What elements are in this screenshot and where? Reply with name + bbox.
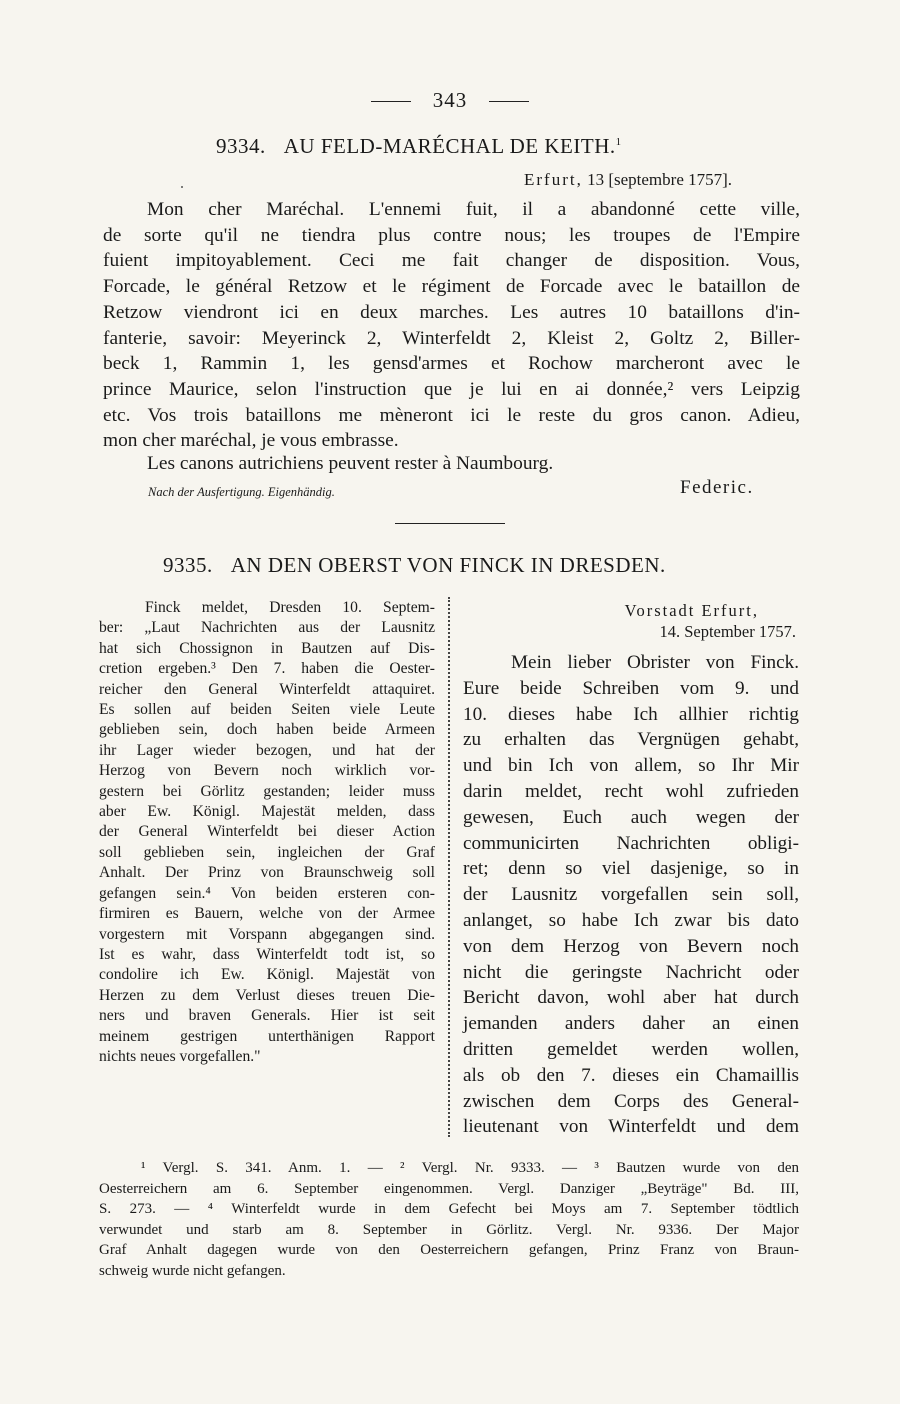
letter-line: zwischen dem Corps des General-	[463, 1090, 799, 1112]
body-line: beck 1, Rammin 1, les gensd'armes et Rochow marcheront avec le	[103, 353, 800, 375]
postscript: Les canons autrichiens peuvent rester à Naumbourg.	[147, 453, 554, 474]
dateline-9335-date: 14. September 1757.	[659, 622, 796, 641]
footnote-line: verwundet und starb am 8. September in Görlitz. Vergl. Nr. 9336. Der Major	[99, 1221, 799, 1238]
letter-heading-9335	[163, 553, 666, 578]
letter-number: 9334.	[216, 134, 266, 158]
letter-line: ret; denn so viel dasjenige, so in	[463, 858, 799, 880]
letter-line: dritten gemeldet werden wollen,	[463, 1038, 799, 1060]
summary-line: soll geblieben sein, ingleichen der Graf	[99, 843, 435, 861]
letter-line: 10. dieses habe Ich allhier richtig	[463, 703, 799, 725]
letter-line: lieutenant von Winterfeldt und dem	[463, 1116, 799, 1138]
summary-line: geblieben sein, doch haben beide Armeen	[99, 721, 435, 739]
letter-line: communicirten Nachrichten obligi-	[463, 832, 799, 854]
summary-line: ners und braven Generals. Hier ist seit	[99, 1007, 435, 1025]
source-note: Nach der Ausfertigung. Eigenhändig.	[148, 485, 335, 499]
footnote-line: Oesterreichern am 6. September eingenommen. Vergl. Danziger „Beyträge" Bd. III,	[99, 1180, 799, 1197]
body-line: Forcade, le général Retzow et le régiment de Forcade avec le bataillon de	[103, 276, 800, 298]
summary-line: hat sich Chossignon in Bautzen auf Dis-	[99, 639, 435, 657]
summary-line: aber Ew. Königl. Majestät melden, dass	[99, 803, 435, 821]
summary-line: der General Winterfeldt bei dieser Action	[99, 823, 435, 841]
footnotes	[99, 1158, 799, 1282]
letter-line: Mein lieber Obrister von Finck.	[511, 652, 799, 673]
dateline-9334	[524, 170, 732, 190]
letter-title: AN DEN OBERST VON FINCK IN DRESDEN.	[230, 553, 666, 577]
summary-line: Herzen zu dem Verlust dieses treuen Die-	[99, 986, 435, 1004]
summary-line: gestern bei Görlitz gestanden; leider muss	[99, 782, 435, 800]
letter-line: und bin Ich von allem, so Ihr Mir	[463, 755, 799, 777]
summary-line: Es sollen auf beiden Seiten viele Leute	[99, 701, 435, 719]
letter-line: der Lausnitz vorgefallen sein soll,	[463, 884, 799, 906]
dateline-date: 13 [septembre 1757].	[587, 170, 733, 189]
letter-title: AU FELD-MARÉCHAL DE KEITH.	[283, 134, 616, 158]
letter-line: gewesen, Euch auch wegen der	[463, 806, 799, 828]
summary-line: Ist es wahr, dass Winterfeldt todt ist, so	[99, 945, 435, 963]
letter-line: nicht die geringste Nachricht oder	[463, 961, 799, 983]
summary-line: ber: „Laut Nachrichten aus der Lausnitz	[99, 619, 435, 637]
letter-heading-9334	[216, 134, 622, 159]
summary-line: condolire ich Ew. Königl. Majestät von	[99, 966, 435, 984]
body-line: Mon cher Maréchal. L'ennemi fuit, il a abandonné cette ville,	[147, 199, 800, 220]
summary-line: ihr Lager wieder bezogen, und hat der	[99, 741, 435, 759]
summary-line: Herzog von Bevern noch wirklich vor-	[99, 762, 435, 780]
letter-line: jemanden anders daher an einen	[463, 1013, 799, 1035]
summary-column	[99, 598, 435, 1067]
body-line: fanterie, savoir: Meyerinck 2, Winterfeldt 2, Kleist 2, Goltz 2, Biller-	[103, 327, 800, 349]
body-line: prince Maurice, selon l'instruction que je lui en ai donnée,² vers Leipzig	[103, 378, 800, 400]
footnote-ref: 1	[615, 136, 622, 148]
column-divider	[448, 597, 450, 1137]
letter-line: zu erhalten das Vergnügen gehabt,	[463, 729, 799, 751]
body-line: fuient impitoyablement. Ceci me fait changer de disposition. Vous,	[103, 250, 800, 272]
letter-line: Eure beide Schreiben vom 9. und	[463, 677, 799, 699]
summary-line: nichts neues vorgefallen."	[99, 1047, 261, 1065]
summary-line: cretion ergeben.³ Den 7. haben die Oester-	[99, 660, 435, 678]
dateline-9335-place	[463, 601, 759, 621]
page-number-rule-right	[489, 101, 529, 102]
body-line: de sorte qu'il ne tiendra plus contre nous; les troupes de l'Empire	[103, 224, 800, 246]
signature: Federic.	[680, 477, 754, 498]
footnote-line: ¹ Vergl. S. 341. Anm. 1. — ² Vergl. Nr. 9333. — ³ Bautzen wurde von den	[141, 1160, 799, 1176]
letter-line: anlanget, so habe Ich zwar bis dato	[463, 909, 799, 931]
dateline-place: Erfurt,	[524, 170, 583, 189]
page-number: 343	[432, 88, 468, 112]
summary-line: firmiren es Bauern, welche von der Armee	[99, 905, 435, 923]
letter-number: 9335.	[163, 553, 213, 577]
dateline-place: Vorstadt Erfurt,	[624, 601, 759, 620]
summary-line: vorgestern mit Vorspann abgegangen sind.	[99, 925, 435, 943]
footnote-line: Graf Anhalt dagegen wurde von den Oesterreichern gefangen, Prinz Franz von Braun-	[99, 1242, 799, 1259]
summary-line: meinem gestrigen unterthänigen Rapport	[99, 1027, 435, 1045]
summary-line: Finck meldet, Dresden 10. Septem-	[145, 599, 435, 616]
stray-dot	[181, 186, 183, 188]
letter-line: darin meldet, recht wohl zufrieden	[463, 780, 799, 802]
footnote-line: schweig wurde nicht gefangen.	[99, 1262, 286, 1279]
letter-line: Bericht davon, wohl aber hat durch	[463, 987, 799, 1009]
body-line: Retzow viendront ici en deux marches. Les autres 10 bataillons d'in-	[103, 301, 800, 323]
letter-line: von dem Herzog von Bevern noch	[463, 935, 799, 957]
summary-line: gefangen sein.⁴ Von beiden ersteren con-	[99, 884, 435, 902]
letter-line: als ob den 7. dieses ein Chamaillis	[463, 1064, 799, 1086]
footnote-line: S. 273. — ⁴ Winterfeldt wurde in dem Gefecht bei Moys am 7. September tödtlich	[99, 1201, 799, 1218]
summary-line: reicher den General Winterfeldt attaquiret.	[99, 680, 435, 698]
body-line: mon cher maréchal, je vous embrasse.	[103, 430, 399, 452]
letter-column	[463, 650, 799, 1140]
section-divider	[395, 523, 505, 524]
summary-line: Anhalt. Der Prinz von Braunschweig soll	[99, 864, 435, 882]
body-line: etc. Vos trois bataillons me mèneront ici le reste du gros canon. Adieu,	[103, 404, 800, 426]
